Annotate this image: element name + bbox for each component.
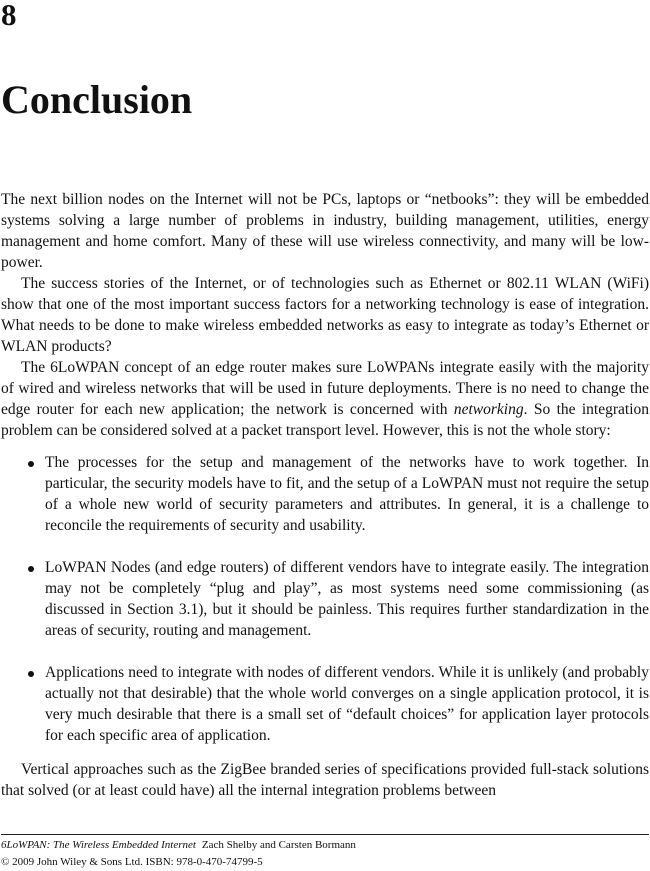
footer-copyright: © 2009 John Wiley & Sons Ltd. ISBN: 978-0-470-74799-5 xyxy=(1,856,263,868)
bullet-dot-icon xyxy=(28,566,34,572)
bullet-item-applications xyxy=(1,662,649,746)
bullet-dot-icon xyxy=(28,671,34,677)
paragraph-2: The success stories of the Internet, or of technologies such as Ethernet or 802.11 WLAN (WiFi) show that one of the most important success factors for a networking technology is ease of integration. What needs to be done to make wireless embedded networks as easy to integrate as today’s Ethernet or WLAN products? xyxy=(1,275,649,355)
bullet-text: Applications need to integrate with nodes of different vendors. While it is unlikely (and probably actually not that desirable) that the whole world converges on a single application protocol, it is very much desirable that there is a small set of “default choices” for application layer protocols for each specific area of application. xyxy=(45,664,649,744)
footer-citation xyxy=(1,837,649,854)
chapter-body xyxy=(1,189,649,801)
bullet-text: The processes for the setup and management of the networks have to work together. In particular, the security models have to fit, and the setup of a LoWPAN must not require the setup of a whole new world of security parameters and attributes. In general, it is a challenge to reconcile the requirements of security and usability. xyxy=(45,454,649,534)
paragraph-1: The next billion nodes on the Internet will not be PCs, laptops or “netbooks”: they will be embedded systems solving a large number of problems in industry, building management, utilities, energy management and home comfort. Many of these will use wireless connectivity, and many will be low-power. xyxy=(1,191,649,271)
chapter-number: 8 xyxy=(1,0,17,32)
chapter-title: Conclusion xyxy=(1,77,193,122)
paragraph-3 xyxy=(1,357,649,441)
paragraph-3-text-a: The 6LoWPAN concept of an edge router makes sure LoWPANs integrate easily with the majority of wired and wireless networks that will be used in future deployments. There is no need to change the edge router for each new application; the network is concerned with xyxy=(1,359,649,418)
bullet-item-vendor-nodes xyxy=(1,557,649,641)
paragraph-4: Vertical approaches such as the ZigBee branded series of specifications provided full-stack solutions that solved (or at least could have) all the internal integration problems between xyxy=(1,761,649,799)
bullet-item-setup-management xyxy=(1,452,649,536)
paragraph-3-text-b: . So the integration problem can be considered solved at a packet transport level. However, this is not the whole story: xyxy=(1,401,650,439)
bullet-list xyxy=(1,452,649,746)
bullet-dot-icon xyxy=(28,461,34,467)
footer-book-title: 6LoWPAN: The Wireless Embedded Internet xyxy=(1,839,196,851)
footer-authors: Zach Shelby and Carsten Bormann xyxy=(201,839,356,851)
bullet-text: LoWPAN Nodes (and edge routers) of different vendors have to integrate easily. The integration may not be completely “plug and play”, as most systems need some commissioning (as discussed in Section 3.1), but it should be painless. This requires further standardization in the areas of security, routing and management. xyxy=(45,559,649,639)
emphasis-networking: networking xyxy=(453,401,524,418)
page-footer xyxy=(1,834,649,871)
